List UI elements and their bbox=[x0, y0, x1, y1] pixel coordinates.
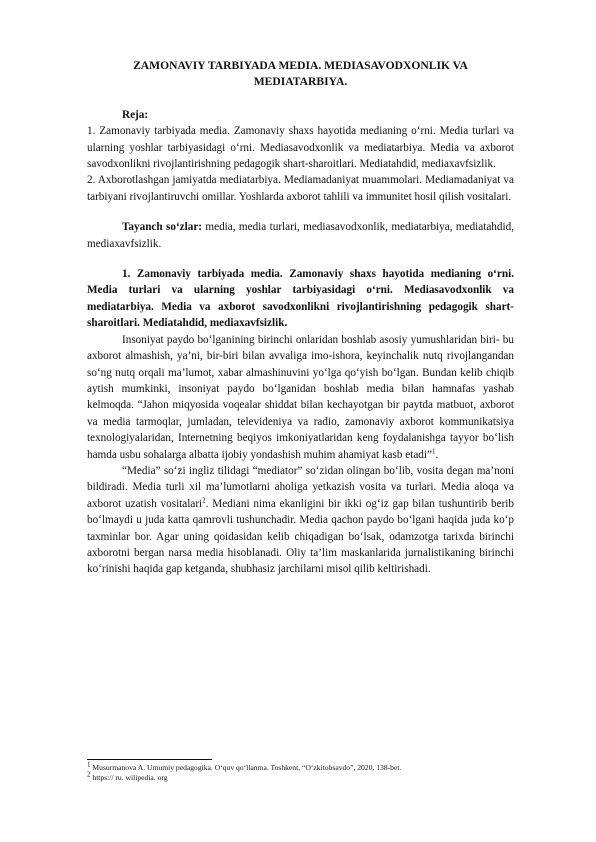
footnote-2-text: https:// ru. wilipedia. org bbox=[90, 773, 168, 782]
footnotes bbox=[87, 759, 514, 783]
section-heading: 1. Zamonaviy tarbiyada media. Zamonaviy shaxs hayotida medianing o‘rni. Media turlari va ularning yoshlar tarbiyasidagi o‘rni. Mediasavodxonlik va mediatarbiya. Media va axborot savodxonlikni rivojlantirishning pedagogik shart-sharoitlari. Mediatahdid, mediaxavfsizlik. bbox=[87, 268, 514, 330]
footnote-1-text: Musurmanova A. Umumiy pedagogika. O‘quv qo‘llanma. Toshkent, “O‘zkitobsavdo”, 2020, 138-bet. bbox=[90, 763, 402, 772]
paragraph-1 bbox=[87, 332, 514, 463]
footnote-ref-2: 2 bbox=[202, 496, 206, 505]
footnote-ref-1: 1 bbox=[431, 446, 436, 455]
paragraph-2-start: “Media” so‘zi ingliz tilidagi “mediator” so‘zidan olingan bo‘lib, vosita degan ma’noni bildiradi. Media turli xil ma’lumotlarni aholiga yetkazish vosita va turlari. Media aloqa va axborot uzatish vositalari bbox=[87, 464, 514, 510]
paragraph-1-text: Insoniyat paydo bo‘lganining birinchi onlaridan boshlab asosiy yumushlaridan biri- bu axborot almashish, ya’ni, bir-biri bilan avvaliga imo-ishora, keyinchalik nutq rivojlangandan so‘ng nutq orqali ma’lumot, xabar almashinuvini yo‘lga qo‘yish bo‘lgan. Bundan kelib chiqib aytish mumkinki, insoniyat paydo bo‘lganidan boshlab media bilan hamnafas yashab kelmoqda. “Jahon miqyosida voqealar shiddat bilan kechayotgan bir paytda matbuot, axborot va media tarmoqlar, jumladan, televideniya va radio, zamonaviy axborot kommunikatsiya texnologiyalaridan, Internetning beqiyos imkoniyatlaridan keng foydalanishga tayyor bo‘lish hamda usbu sohalarga albatta ijobiy yondashish muhim ahamiyat kasb etadi” bbox=[87, 333, 514, 461]
reja-heading bbox=[87, 107, 514, 123]
reja-item-1: 1. Zamonaviy tarbiyada media. Zamonaviy shaxs hayotida medianing o‘rni. Media turlari va ularning yoshlar tarbiyasidagi o‘rni. Mediasavodxonlik va mediatarbiya. Media va axborot savodxonlikni rivojlantirishning pedagogik shart-sharoitlari. Mediatahdid, mediaxavfsizlik. bbox=[87, 125, 514, 171]
paragraph-2 bbox=[87, 463, 514, 578]
keywords-paragraph bbox=[87, 219, 514, 252]
keywords-label: Tayanch so‘zlar: bbox=[122, 221, 203, 234]
footnote-divider bbox=[87, 759, 212, 760]
footnote-2-mark: 2 bbox=[87, 770, 91, 779]
footnote-1 bbox=[87, 760, 514, 773]
footnote-1-mark: 1 bbox=[87, 760, 91, 769]
footnote-2 bbox=[87, 770, 514, 783]
paragraph-2-end: . Mediani nima ekanligini bir ikki og‘iz gap bilan tushuntirib berib bo‘lmaydi u juda katta qamrovli tushunchadir. Media qachon paydo bo‘lgani haqida juda ko‘p taxminlar bor. Agar uning qoidasidan kelib chiqadigan bo‘lsak, odamzotga tarixda birinchi axborotni bergan narsa media hisoblanadi. Oliy ta’lim maskanlarida jurnalistikaning birinchi ko‘rinishi haqida gap ketganda, shubhasiz jarchilarni misol qilib keltirishadi. bbox=[87, 497, 515, 576]
document-body bbox=[87, 58, 514, 578]
page-title: ZAMONAVIY TARBIYADA MEDIA. MEDIASAVODXONLIK VA MEDIATARBIYA. bbox=[133, 59, 468, 89]
paragraph-1-end: . bbox=[435, 448, 439, 461]
reja-label: Reja: bbox=[122, 108, 149, 121]
reja-item-2: 2. Axborotlashgan jamiyatda mediatarbiya. Mediamadaniyat muammolari. Mediamadaniyat va tarbiyani rivojlantiruvchi omillar. Yoshlarda axborot tahlili va immunitet hosil qilish vositalari. bbox=[87, 174, 514, 203]
keywords-text: media, media turlari, mediasavodxonlik, mediatarbiya, mediatahdid, mediaxavfsizlik. bbox=[87, 221, 514, 250]
